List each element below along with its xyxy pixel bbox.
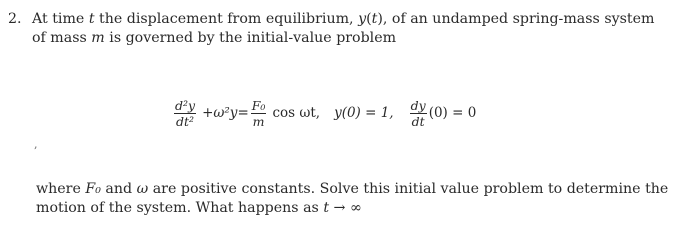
text-segment: are positive constants. Solve this initial value problem to determine the [148,181,669,197]
forcing-fraction [251,98,267,129]
stray-mark: , [34,138,38,151]
problem-line-2 [32,29,396,48]
initial-value-equation [172,90,672,136]
task-line-2 [36,199,362,218]
equals-sign: = [237,105,249,121]
variable-t: t [88,11,95,27]
problem-line-1 [32,10,654,29]
fraction-denominator: dt² [176,113,195,129]
text-segment: ( [366,11,372,27]
variable-m: m [91,30,105,46]
text-segment: ), of an undamped spring-mass system [377,11,655,27]
fraction-numerator: d²y [175,97,196,113]
text-segment: where [36,181,86,197]
variable-t: t [371,11,378,27]
fraction-numerator: dy [410,97,426,113]
text-segment: and [100,181,137,197]
fraction-denominator: m [252,113,265,129]
variable-F0: F₀ [85,181,101,197]
second-derivative-fraction [174,98,196,129]
text-segment: of mass [32,30,92,46]
initial-condition-2: (0) = 0 [428,105,477,121]
fraction-denominator: dt [411,113,425,129]
text-segment: is governed by the initial-value problem [104,30,397,46]
problem-number: 2. [8,11,22,27]
omega-squared-y: ω²y [213,105,238,121]
text-segment: motion of the system. What happens as [36,200,324,216]
variable-omega: ω [136,181,149,197]
variable-t: t [323,200,330,216]
plus-sign: + [202,105,214,121]
variable-y: y [358,11,367,27]
fraction-numerator: F₀ [251,97,266,113]
task-line-1 [36,180,668,199]
first-derivative-fraction [410,98,427,129]
text-segment: the displacement from equilibrium, [94,11,359,27]
text-segment: → ∞ [329,200,362,216]
cosine-term: cos ωt, [272,105,321,121]
text-segment: At time [32,11,89,27]
initial-condition-1: y(0) = 1, [334,105,394,121]
